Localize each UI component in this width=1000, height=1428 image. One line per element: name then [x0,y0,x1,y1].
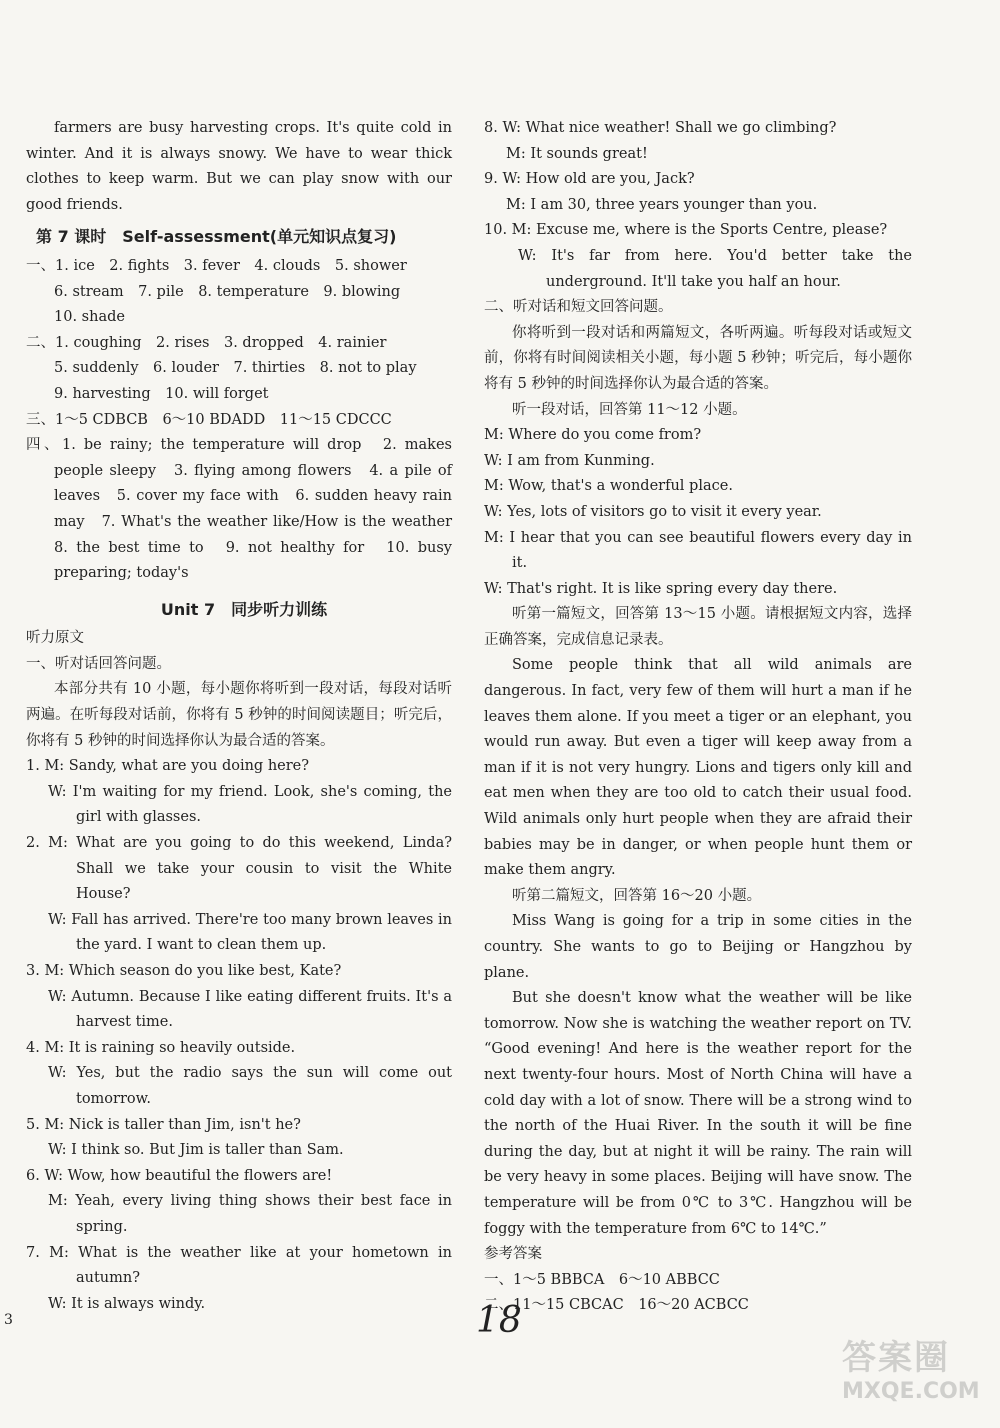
left-column [26,116,467,1317]
conversation-line: W: Yes, lots of visitors go to visit it every year. [484,503,822,520]
dialog-line: W: Fall has arrived. There're too many brown leaves in the yard. I want to clean them up. [48,911,452,954]
lesson-title: 第 7 课时 Self-assessment(单元知识点复习) [36,227,397,247]
conversation-line: M: Wow, that's a wonderful place. [484,478,733,495]
intro-paragraph: farmers are busy harvesting crops. It's quite cold in winter. And it is always snowy. We have to wear thick clothes to keep warm. But we can play snow with our good friends. [26,120,452,213]
watermark-logo [842,1330,992,1420]
dialog-line: W: It is always windy. [48,1295,206,1312]
dialog-line: M: I am 30, three years younger than you. [506,196,818,213]
dialog-line: 5. M: Nick is taller than Jim, isn't he? [26,1116,301,1133]
right-column [484,116,912,1319]
dialog-intro: 听一段对话，回答第 11～12 小题。 [512,401,747,418]
dialog-item [26,831,452,959]
answer-key-2: 二、11～15 CBCAC 16～20 ACBCC [484,1297,749,1314]
answer-line: 10. shade [54,309,125,326]
dialog-item [26,1113,452,1164]
part1-instructions: 本部分共有 10 小题，每小题你将听到一段对话，每段对话听两遍。在听每段对话前，你将有 5 秒钟的时间阅读题目；听完后，你将有 5 秒钟的时间选择你认为最合适的答案。 [26,681,452,749]
part1-title: 一、听对话回答问题。 [26,655,171,672]
script-label: 听力原文 [26,630,84,647]
answers-section-4: 四、1. be rainy; the temperature will drop 2. makes people sleepy 3. flying among flowers 4. a pile of leaves 5. cover my face with 6. sudden heavy rain may 7. What's the weather like/How is the weather 8. the best time to 9. not healthy for 10. busy preparing; today's [26,437,467,582]
footer-page-fragment: 3 [4,1312,13,1328]
dialog-line: 3. M: Which season do you like best, Kate? [26,963,342,979]
dialog-item [26,1036,452,1113]
unit-title: Unit 7 同步听力训练 [160,599,328,619]
dialog-item [484,116,912,167]
dialog-item [26,754,452,831]
dialog-line: W: It's far from here. You'd better take the underground. It'll take you half an hour. [518,247,912,290]
dialog-line: W: I'm waiting for my friend. Look, she's coming, the girl with glasses. [48,783,452,826]
conversation-line: M: Where do you come from? [484,427,702,444]
page-number: 18 [476,1300,522,1341]
dialog-item [26,1241,452,1318]
part2-instructions: 你将听到一段对话和两篇短文，各听两遍。听每段对话或短文前，你将有时间阅读相关小题，每小题 5 秒钟；听完后，每小题你将有 5 秒钟的时间选择你认为最合适的答案。 [484,324,912,392]
dialog-line: 10. M: Excuse me, where is the Sports Centre, please? [484,222,888,239]
answer-line: 5. suddenly 6. louder 7. thirties 8. not to play [54,360,417,377]
dialog-line: W: Yes, but the radio says the sun will come out tomorrow. [48,1065,452,1107]
conversation [484,423,912,602]
part2-title: 二、听对话和短文回答问题。 [484,299,673,316]
passage2-intro: 听第二篇短文，回答第 16～20 小题。 [512,887,762,904]
answer-key-1: 一、1～5 BBBCA 6～10 ABBCC [484,1271,720,1288]
answer-line: 6. stream 7. pile 8. temperature 9. blowing [54,283,401,300]
dialog-item [26,1164,452,1241]
dialog-list-right [484,116,912,295]
dialog-line: M: Yeah, every living thing shows their best face in spring. [48,1193,452,1235]
dialog-list-left [26,754,452,1317]
dialog-line: 1. M: Sandy, what are you doing here? [26,758,310,775]
dialog-line: W: Autumn. Because I like eating different fruits. It's a harvest time. [48,988,452,1031]
watermark-text: 答案圈 [842,1338,950,1378]
passage1: Some people think that all wild animals are dangerous. In fact, very few of them will hurt a man if he leaves them alone. If you meet a tiger or an elephant, you would run away. But even a tiger will keep away from a man if it is not very hungry. Lions and tigers only kill and eat men when they are too old to catch their usual food. Wild animals only hurt people when they are afraid their babies may be in danger, or when people hunt them or make them angry. [484,657,912,879]
passage1-intro: 听第一篇短文，回答第 13～15 小题。请根据短文内容，选择正确答案，完成信息记录表。 [484,606,912,648]
conversation-line: W: That's right. It is like spring every day there. [484,580,838,597]
dialog-line: 4. M: It is raining so heavily outside. [26,1039,296,1056]
dialog-line: W: I think so. But Jim is taller than Sam. [48,1142,344,1159]
dialog-line: 2. M: What are you going to do this weekend, Linda? Shall we take your cousin to visit the White House? [26,835,453,903]
conversation-line: W: I am from Kunming. [484,452,655,469]
answers-section-3: 三、1～5 CDBCB 6～10 BDADD 11～15 CDCCC [26,411,392,428]
column-divider [467,116,468,1316]
dialog-item [484,218,912,295]
answer-line: 9. harvesting 10. will forget [54,385,269,402]
answers-section-2 [26,331,452,408]
answer-line: 一、1. ice 2. fights 3. fever 4. clouds 5. shower [26,257,407,274]
passage2-paragraph-1: Miss Wang is going for a trip in some cities in the country. She wants to go to Beijing or Hangzhou by plane. [484,913,912,981]
dialog-line: 6. W: Wow, how beautiful the flowers are! [26,1167,333,1184]
passage2-paragraph-2: But she doesn't know what the weather will be like tomorrow. Now she is watching the weather report on TV. “Good evening! And here is the weather report for the next twenty-four hours. Most of North China will have a cold day with a lot of snow. There will be a strong wind to the north of the Huai River. In the south it will be fine during the day, but at night it will be rainy. The rain will be very heavy in some places. Beijing will have snow. The temperature will be from 0℃ to 3℃. Hangzhou will be foggy with the temperature from 6℃ to 14℃.” [484,990,912,1237]
answer-line: 二、1. coughing 2. rises 3. dropped 4. rainier [26,334,387,351]
dialog-line: 8. W: What nice weather! Shall we go climbing? [484,120,837,136]
dialog-line: M: It sounds great! [506,145,648,162]
conversation-line: M: I hear that you can see beautiful flowers every day in it. [484,529,912,572]
answers-label: 参考答案 [484,1246,542,1263]
dialog-item [484,167,912,218]
dialog-line: 9. W: How old are you, Jack? [484,171,695,188]
dialog-item [26,959,452,1036]
answers-section-1 [26,254,452,331]
dialog-line: 7. M: What is the weather like at your hometown in autumn? [26,1244,453,1287]
watermark-url: MXQE.COM [842,1379,980,1404]
